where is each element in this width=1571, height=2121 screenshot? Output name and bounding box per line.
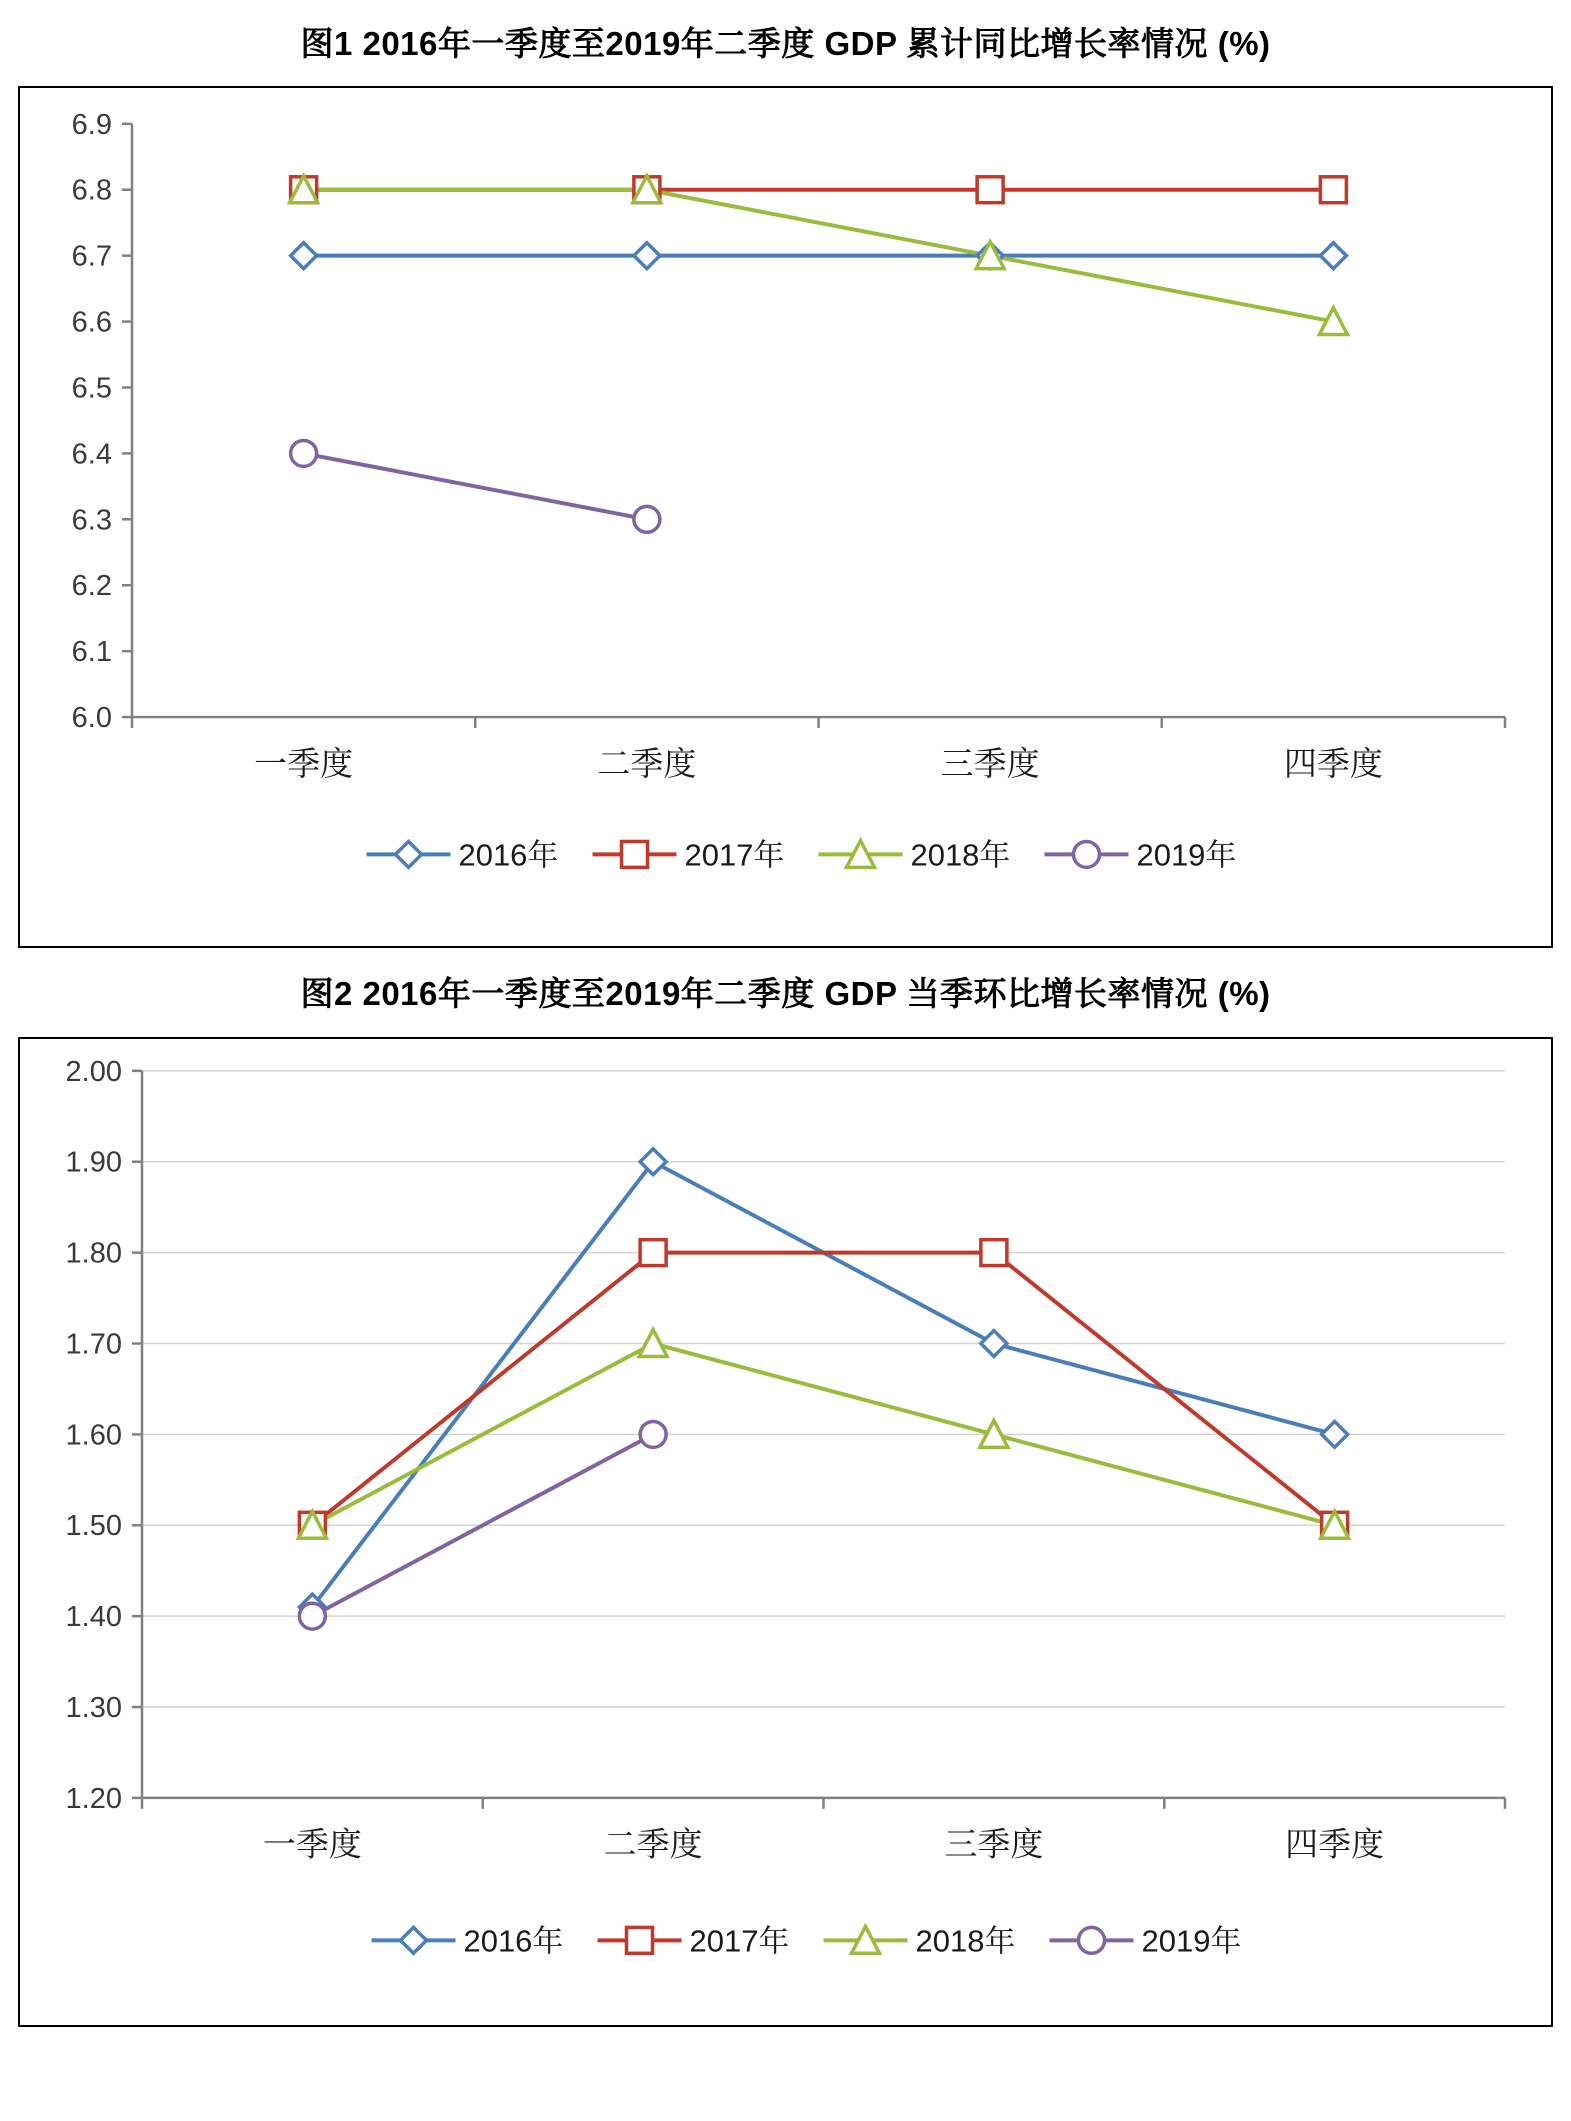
y-tick-label: 6.9 xyxy=(71,108,112,141)
figure-2-plot-area xyxy=(20,1039,1551,2025)
figure-1-chart xyxy=(18,86,1553,948)
y-tick-label: 1.50 xyxy=(65,1510,122,1543)
diamond-marker xyxy=(396,841,422,867)
circle-marker xyxy=(634,506,660,532)
legend-label: 2018年 xyxy=(910,837,1011,872)
series-line xyxy=(312,1162,1334,1607)
legend-label: 2019年 xyxy=(1141,1923,1242,1959)
y-tick-label: 2.00 xyxy=(65,1056,122,1089)
y-tick-label: 1.30 xyxy=(65,1692,122,1725)
y-tick-label: 6.4 xyxy=(71,438,112,470)
y-tick-label: 6.6 xyxy=(71,306,112,339)
x-category-label: 一季度 xyxy=(262,1825,362,1863)
y-tick-label: 1.40 xyxy=(65,1601,122,1634)
square-marker xyxy=(622,841,648,867)
circle-marker xyxy=(1074,841,1100,867)
legend-label: 2019年 xyxy=(1136,837,1237,872)
square-marker xyxy=(981,1240,1007,1266)
diamond-marker xyxy=(1322,1422,1348,1448)
legend-label: 2016年 xyxy=(463,1923,564,1959)
circle-marker xyxy=(640,1422,666,1448)
series-line xyxy=(304,453,647,519)
circle-marker xyxy=(291,440,317,466)
y-tick-label: 6.7 xyxy=(71,240,112,273)
figure-1-title: 图1 2016年一季度至2019年二季度 GDP 累计同比增长率情况 (%) xyxy=(300,25,1271,62)
y-tick-label: 6.0 xyxy=(71,701,112,734)
y-tick-label: 6.3 xyxy=(71,503,112,536)
figure-2-title: 图2 2016年一季度至2019年二季度 GDP 当季环比增长率情况 (%) xyxy=(300,974,1271,1012)
x-category-label: 一季度 xyxy=(254,744,354,782)
circle-marker xyxy=(1079,1928,1105,1954)
legend-label: 2017年 xyxy=(689,1923,790,1959)
y-tick-label: 6.5 xyxy=(71,372,112,405)
y-tick-label: 1.60 xyxy=(65,1419,122,1452)
diamond-marker xyxy=(401,1928,427,1954)
x-category-label: 四季度 xyxy=(1285,1825,1385,1863)
x-category-label: 二季度 xyxy=(597,744,697,782)
x-category-label: 三季度 xyxy=(940,744,1040,782)
y-tick-label: 1.80 xyxy=(65,1237,122,1270)
legend-label: 2016年 xyxy=(458,837,559,872)
diamond-marker xyxy=(634,242,660,268)
square-marker xyxy=(640,1240,666,1266)
figure-2-svg xyxy=(20,1039,1551,2025)
square-marker xyxy=(627,1928,653,1954)
square-marker xyxy=(977,176,1003,202)
diamond-marker xyxy=(981,1331,1007,1357)
square-marker xyxy=(1320,176,1346,202)
figure-1-plot-area xyxy=(20,88,1551,946)
x-category-label: 四季度 xyxy=(1283,744,1383,782)
circle-marker xyxy=(299,1603,325,1629)
y-tick-label: 6.8 xyxy=(71,174,112,207)
y-tick-label: 6.2 xyxy=(71,569,112,602)
legend-label: 2018年 xyxy=(915,1923,1016,1959)
y-tick-label: 1.90 xyxy=(65,1146,122,1179)
diamond-marker xyxy=(291,242,317,268)
legend-label: 2017年 xyxy=(684,837,785,872)
figure-1-svg xyxy=(20,88,1551,946)
x-category-label: 二季度 xyxy=(603,1825,703,1863)
y-tick-label: 6.1 xyxy=(71,635,112,668)
diamond-marker xyxy=(1320,242,1346,268)
x-category-label: 三季度 xyxy=(944,1825,1044,1863)
y-tick-label: 1.20 xyxy=(65,1783,122,1816)
figure-2-chart xyxy=(18,1037,1553,2027)
y-tick-label: 1.70 xyxy=(65,1328,122,1361)
